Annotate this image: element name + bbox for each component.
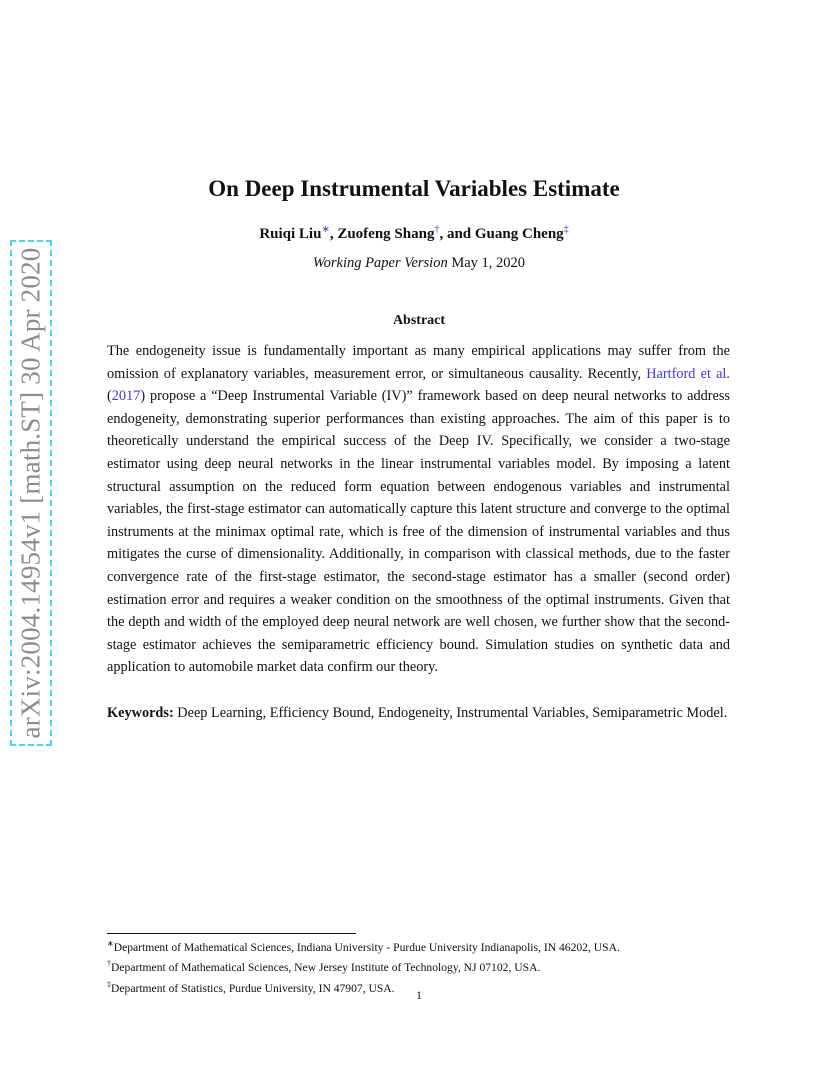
author-separator: , bbox=[329, 226, 338, 242]
arxiv-identifier: arXiv:2004.14954v1 [math.ST] 30 Apr 2020 bbox=[15, 247, 46, 739]
footnote-rule bbox=[107, 933, 356, 934]
keywords bbox=[107, 702, 730, 725]
abstract-text: ) propose a “Deep Instrumental Variable (IV)” framework based on deep neural networks to address endogeneity, demonstrating superior performances than existing approaches. The aim of this paper is to theoretically understand the empirical success of the Deep IV. Specifically, we consider a two-stage estimator using deep neural networks in the linear instrumental variables model. By imposing a latent structural assumption on the reduced form equation between endogenous variables and instrumental variables, the first-stage estimator can automatically capture this latent structure and converge to the optimal instruments at the minimax optimal rate, which is free of the dimension of instrumental variables and thus mitigates the curse of dimensionality. Additionally, in comparison with classical methods, due to the faster convergence rate of the first-stage estimator, the second-stage estimator has a smaller (second order) estimation error and requires a weaker condition on the smoothness of the optimal instruments. Given that the depth and width of the employed deep neural network are well chosen, we further show that the second-stage estimator achieves the semiparametric efficiency bound. Simulation studies on synthetic data and application to automobile market data confirm our theory. bbox=[107, 388, 730, 676]
author-line bbox=[0, 224, 828, 243]
abstract-body bbox=[107, 340, 730, 679]
footnote-mark: ‡ bbox=[107, 979, 111, 989]
page-number: 1 bbox=[416, 988, 422, 1002]
citation-paren: ( bbox=[107, 388, 112, 405]
author-name: Guang Cheng bbox=[474, 226, 564, 242]
footnote-mark: † bbox=[107, 959, 111, 969]
author-separator: , and bbox=[439, 226, 475, 242]
author-mark[interactable]: ‡ bbox=[563, 224, 569, 235]
keywords-text: Deep Learning, Efficiency Bound, Endogeneity, Instrumental Variables, Semiparametric Model. bbox=[173, 705, 728, 721]
footnote bbox=[107, 956, 747, 976]
version-line bbox=[0, 255, 828, 272]
author-mark[interactable]: ∗ bbox=[321, 224, 330, 235]
keywords-label: Keywords: bbox=[107, 705, 174, 721]
abstract-heading: Abstract bbox=[392, 313, 446, 328]
paper-title: On Deep Instrumental Variables Estimate bbox=[208, 176, 620, 201]
author-name: Ruiqi Liu bbox=[259, 226, 322, 242]
footnote-text: Department of Statistics, Purdue University, IN 47907, USA. bbox=[111, 981, 395, 995]
footnote-mark: ∗ bbox=[107, 939, 114, 948]
version-label: Working Paper Version bbox=[312, 255, 448, 271]
footnote-text: Department of Mathematical Sciences, New Jersey Institute of Technology, NJ 07102, USA. bbox=[111, 961, 541, 975]
citation-year-link[interactable]: 2017 bbox=[111, 388, 141, 405]
version-date: May 1, 2020 bbox=[451, 255, 526, 271]
author-name: Zuofeng Shang bbox=[337, 226, 435, 242]
footnote-text: Department of Mathematical Sciences, Indiana University - Purdue University Indianapolis, IN 46202, USA. bbox=[113, 940, 620, 954]
citation-link[interactable]: Hartford et al. bbox=[646, 365, 730, 382]
author-mark[interactable]: † bbox=[434, 224, 440, 235]
abstract-text: The endogeneity issue is fundamentally important as many empirical applications may suffer from the omission of explanatory variables, measurement error, or simultaneous causality. Recently, bbox=[107, 343, 730, 382]
footnote bbox=[107, 936, 747, 956]
